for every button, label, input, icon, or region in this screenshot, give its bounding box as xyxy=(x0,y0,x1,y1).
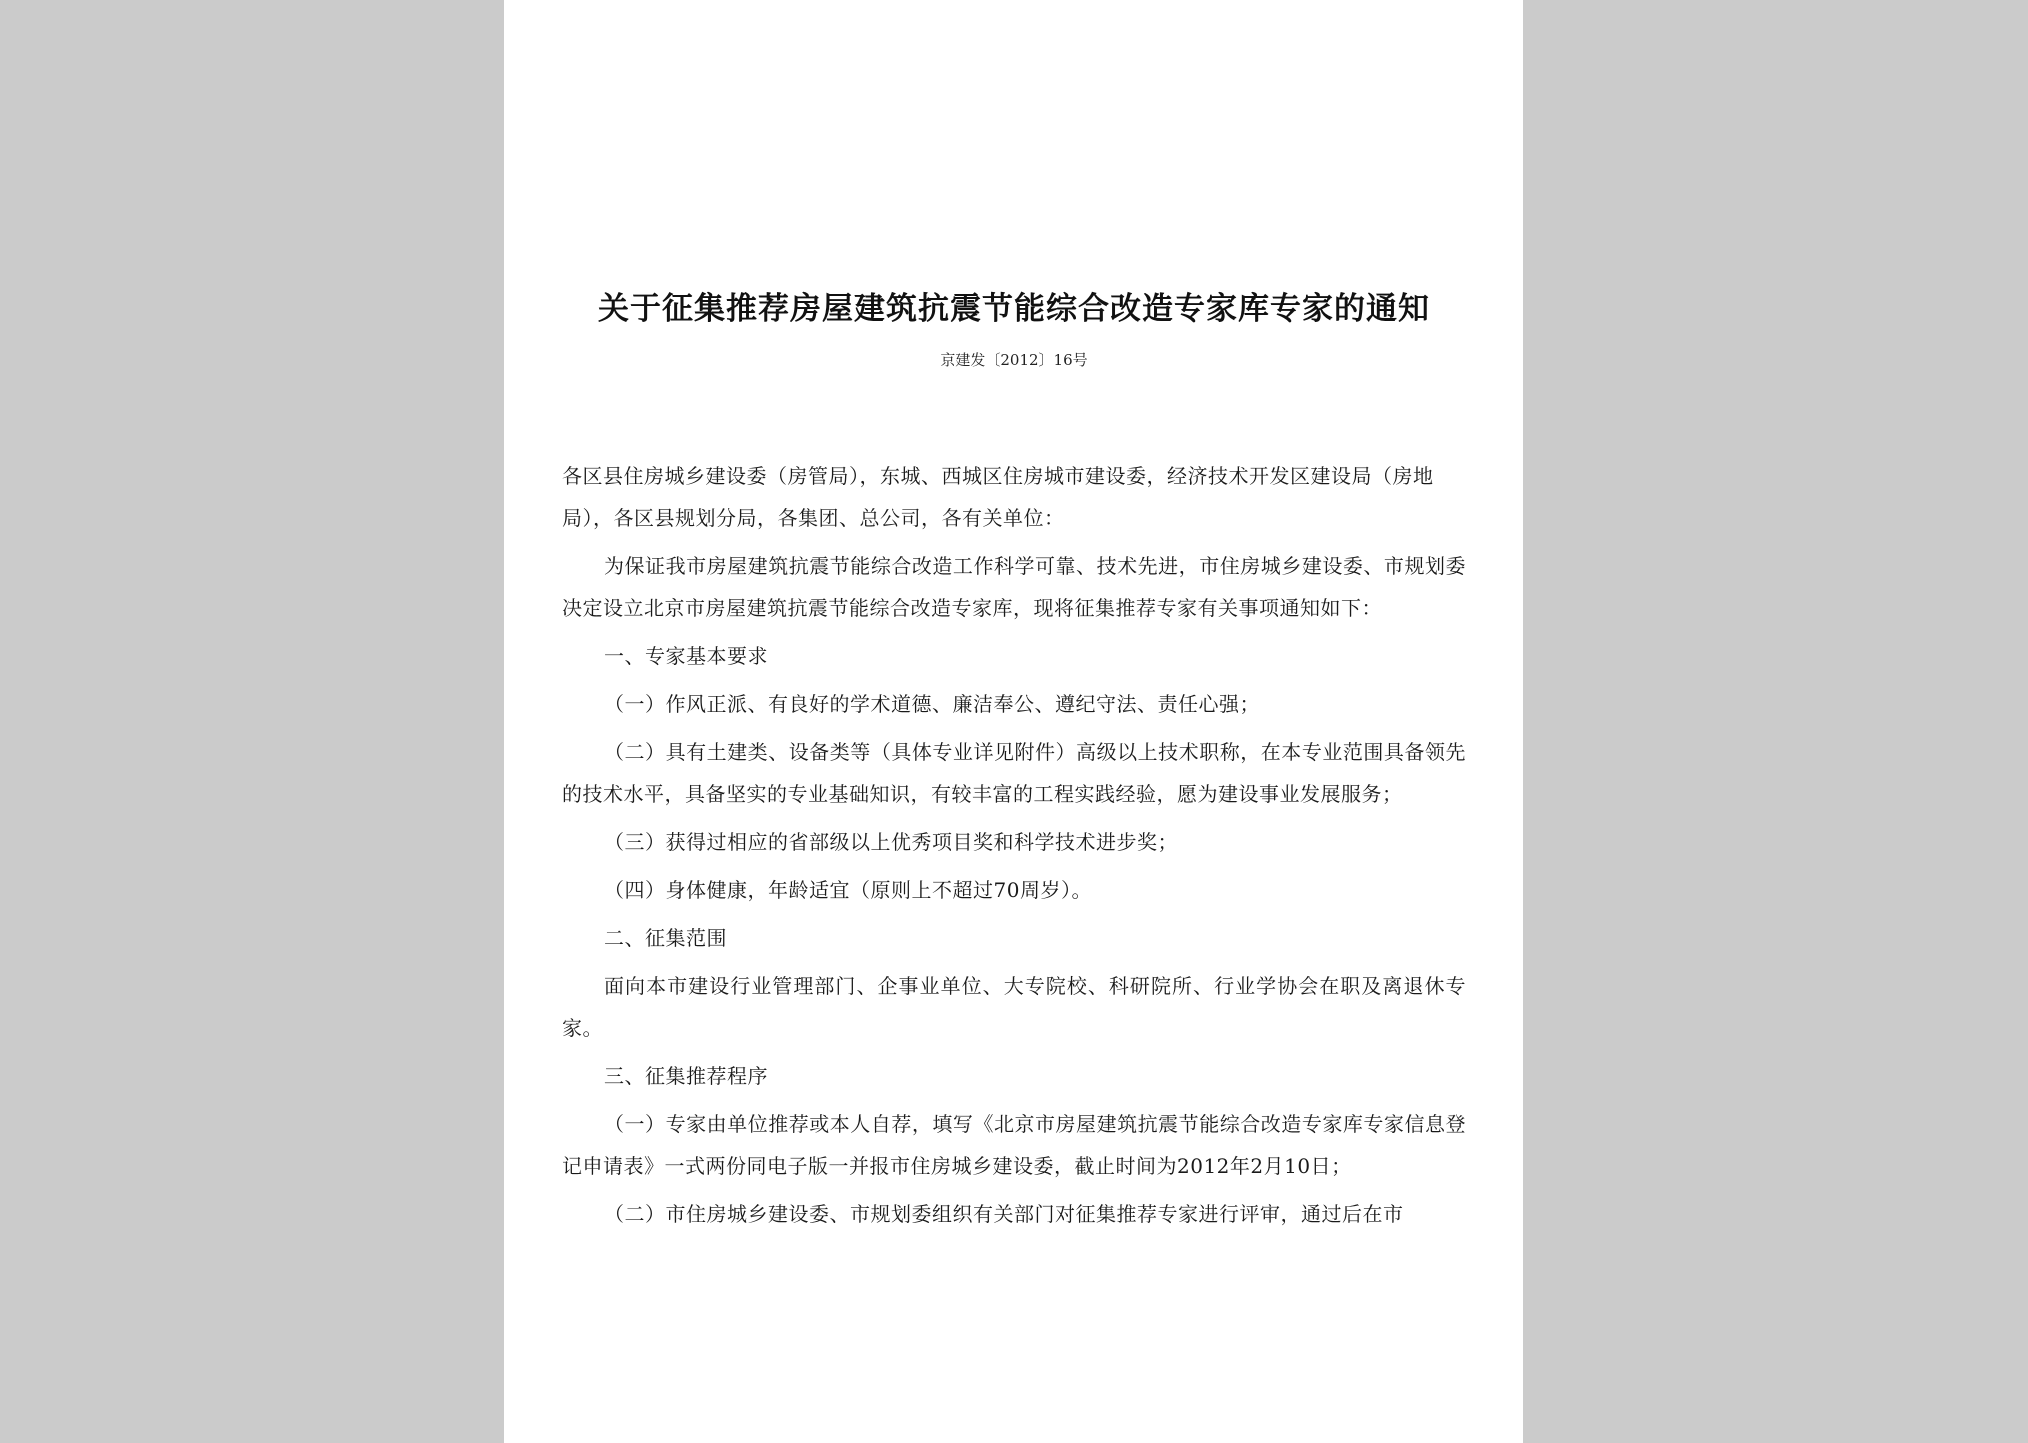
document-title: 关于征集推荐房屋建筑抗震节能综合改造专家库专家的通知 xyxy=(598,291,1430,327)
addressee: 各区县住房城乡建设委（房管局），东城、西城区住房城市建设委，经济技术开发区建设局（房地局），各区县规划分局，各集团、总公司，各有关单位： xyxy=(562,464,1434,530)
section-heading-2: 二、征集范围 xyxy=(604,926,727,950)
paragraph-item: （二）市住房城乡建设委、市规划委组织有关部门对征集推荐专家进行评审，通过后在市 xyxy=(604,1202,1404,1226)
section-heading-3: 三、征集推荐程序 xyxy=(604,1064,768,1088)
paragraph-item: （二）具有土建类、设备类等（具体专业详见附件）高级以上技术职称，在本专业范围具备领先的技术水平，具备坚实的专业基础知识，有较丰富的工程实践经验，愿为建设事业发展服务； xyxy=(562,740,1466,806)
paragraph-item: 面向本市建设行业管理部门、企事业单位、大专院校、科研院所、行业学协会在职及离退休专家。 xyxy=(562,974,1466,1040)
document-number: 京建发〔2012〕16号 xyxy=(940,351,1088,369)
section-heading-1: 一、专家基本要求 xyxy=(604,644,768,668)
paragraph-item: （四）身体健康，年龄适宜（原则上不超过70周岁）。 xyxy=(604,878,1092,902)
document-body xyxy=(562,288,1466,1235)
paragraph-item: （三）获得过相应的省部级以上优秀项目奖和科学技术进步奖； xyxy=(604,830,1178,854)
document-page xyxy=(504,0,1523,1443)
paragraph-item: （一）作风正派、有良好的学术道德、廉洁奉公、遵纪守法、责任心强； xyxy=(604,692,1260,716)
paragraph-item: （一）专家由单位推荐或本人自荐，填写《北京市房屋建筑抗震节能综合改造专家库专家信息登记申请表》一式两份同电子版一并报市住房城乡建设委，截止时间为2012年2月10日； xyxy=(562,1112,1466,1178)
paragraph-intro: 为保证我市房屋建筑抗震节能综合改造工作科学可靠、技术先进，市住房城乡建设委、市规划委决定设立北京市房屋建筑抗震节能综合改造专家库，现将征集推荐专家有关事项通知如下： xyxy=(562,554,1466,620)
